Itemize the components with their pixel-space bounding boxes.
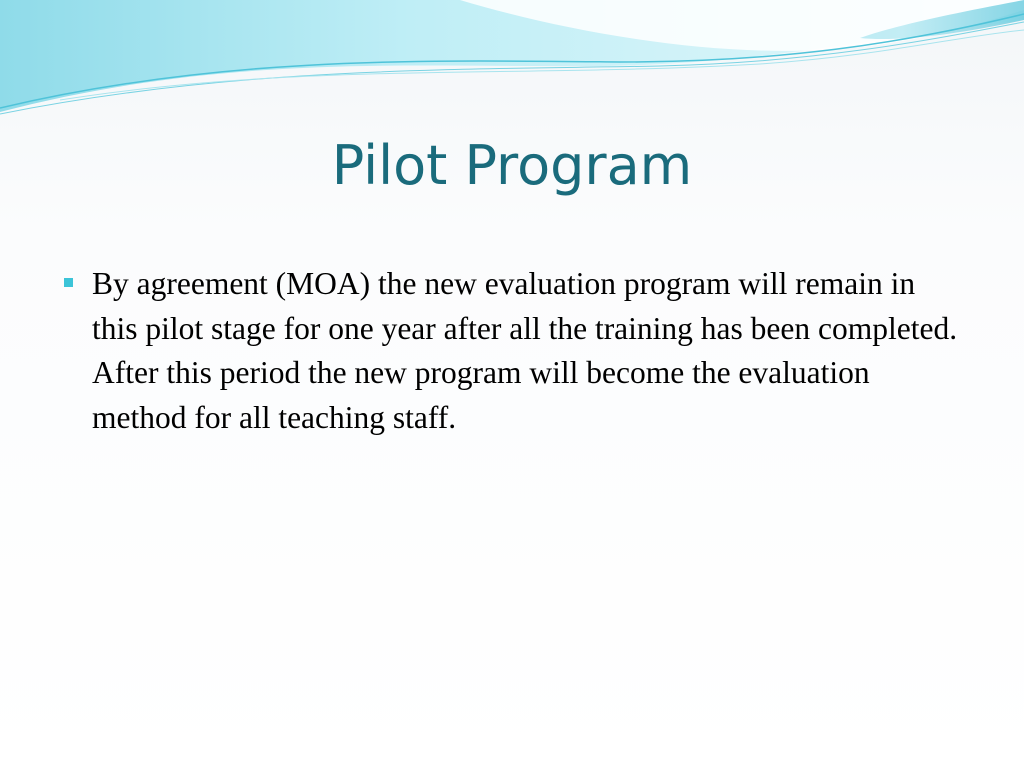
square-bullet-icon (64, 278, 73, 287)
wave-header-decoration (0, 0, 1024, 130)
slide-title: Pilot Program (331, 134, 693, 197)
bullet-list (62, 262, 962, 440)
bullet-item (62, 262, 962, 440)
bullet-text: By agreement (MOA) the new evaluation program will remain in this pilot stage for one year after all the training has been completed. After this period the new program will become the evaluation method for all teaching staff. (92, 266, 958, 435)
